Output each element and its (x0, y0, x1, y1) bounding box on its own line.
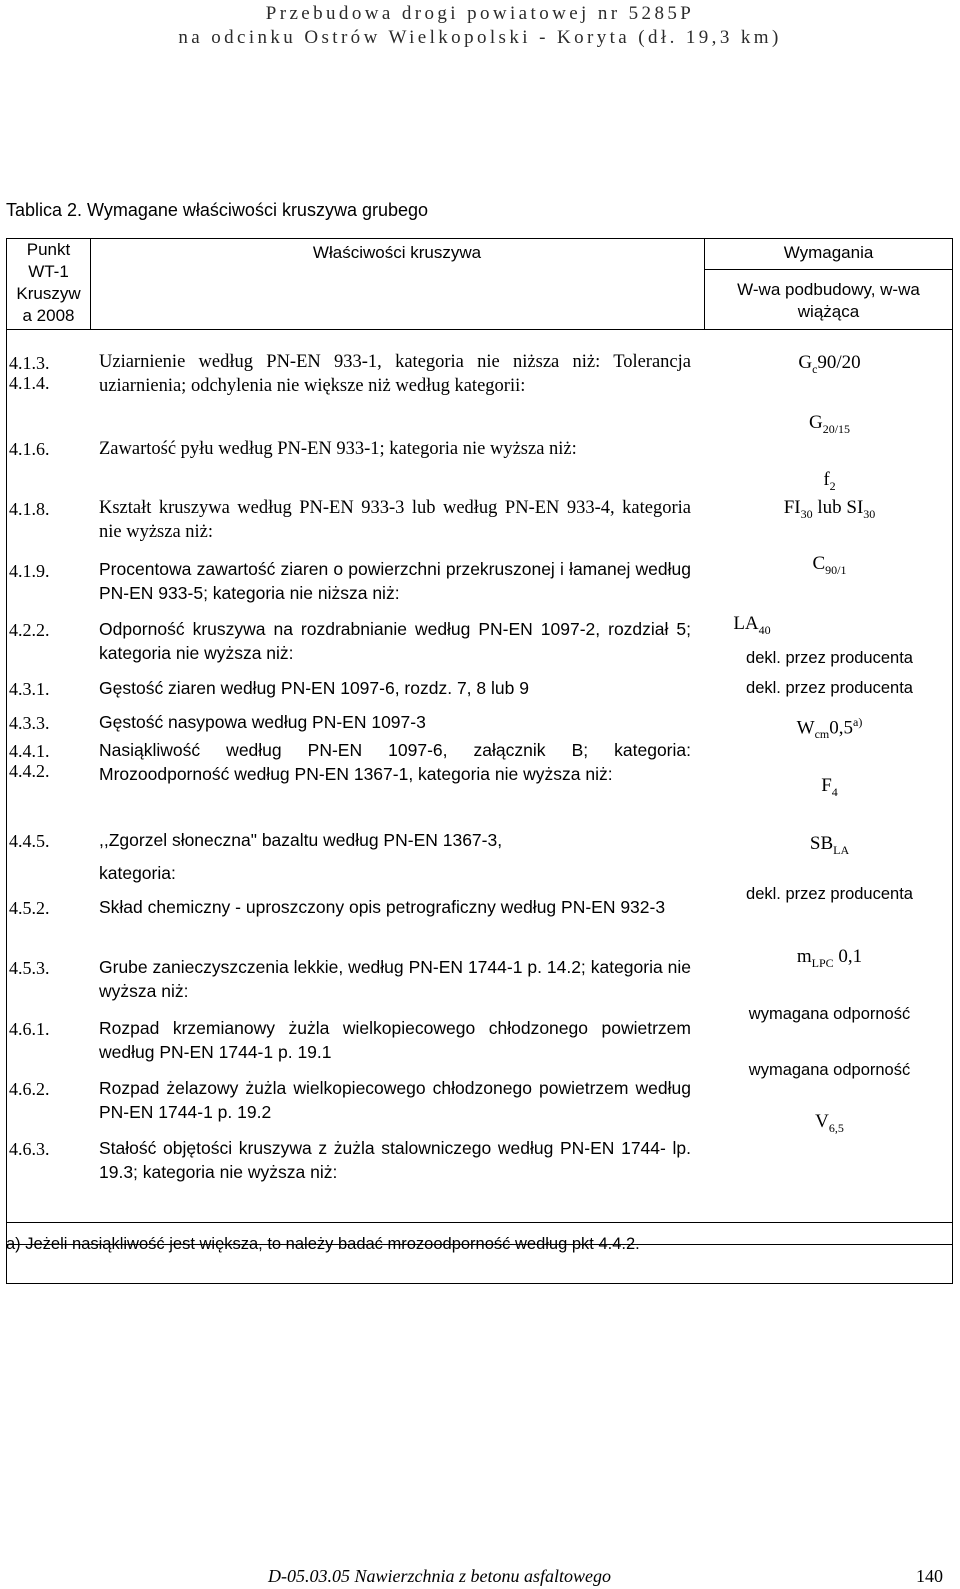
property-text: Grube zanieczyszczenia lekkie, według PN-EN 1744-1 p. 14.2; kategoria nie wyższa niż: (99, 957, 691, 1001)
req-mlpc: $m_{LPC}$ 0,1 (796, 946, 863, 970)
property-text: Gęstość nasypowa według PN-EN 1097-3 (99, 712, 426, 732)
row-number: 4.1.9. (9, 561, 50, 581)
req-f4: $F_4$ (821, 775, 838, 799)
row-number: 4.6.3. (9, 1139, 50, 1159)
property-text: Uziarnienie według PN-EN 933-1, kategoria nie niższa niż: Tolerancja uziarnienia; odchylenia nie większe niż według kategorii: (99, 352, 691, 396)
property-text: Stałość objętości kruszywa z żużla stalowniczego według PN-EN 1744- lp. 19.3; kategoria nie wyższa niż: (99, 1138, 691, 1182)
row-number: 4.3.1. (9, 679, 50, 699)
header-col-requirements-sub: W-wa podbudowy, w-wa wiążąca (737, 280, 920, 321)
table-caption: Tablica 2. Wymagane właściwości kruszywa grubego (6, 200, 429, 220)
property-text: Nasiąkliwość według PN-EN 1097-6, załącznik B; kategoria: Mrozoodporność według PN-EN 1367-1, kategoria nie wyższa niż: (99, 740, 691, 784)
property-text: Procentowa zawartość ziaren o powierzchni przekruszonej i łamanej według PN-EN 933-5; kategoria nie niższa niż: (99, 559, 691, 603)
req-wcm: $W_{cm}0,5^{a)}$ (796, 715, 863, 742)
row-number: 4.4.5. (9, 831, 50, 851)
page-header (0, 2, 960, 50)
row-number: 4.1.8. (9, 499, 50, 519)
header-line-2: na odcinku Ostrów Wielkopolski - Koryta (dł. 19,3 km) (178, 27, 782, 48)
req-dekl-2: dekl. przez producenta (746, 679, 913, 697)
row-number: 4.6.2. (9, 1079, 50, 1099)
header-sub-divider (704, 269, 952, 270)
req-sb: $SB_{LA}$ (809, 833, 850, 857)
requirements-table (6, 238, 953, 1245)
page-footer-title: D-05.03.05 Nawierzchnia z betonu asfaltowego (268, 1566, 611, 1586)
req-wym-2: wymagana odporność (748, 1061, 911, 1079)
req-f: $f_2$ (823, 469, 836, 493)
property-text: Kształt kruszywa według PN-EN 933-3 lub według PN-EN 933-4, kategoria nie wyższa niż: (99, 498, 691, 542)
header-line-1: Przebudowa drogi powiatowej nr 5285P (265, 3, 695, 24)
header-col-properties: Właściwości kruszywa (312, 243, 482, 262)
row-number: 4.5.3. (9, 958, 50, 978)
req-gc: $G_c90/20$ (798, 352, 861, 376)
header-bottom-divider (7, 329, 952, 330)
page-number: 140 (916, 1566, 943, 1586)
footnote: a) Jeżeli nasiąkliwość jest większa, to należy badać mrozoodporność według pkt 4.4.2. (6, 1235, 640, 1253)
row-number: 4.2.2. (9, 620, 50, 640)
header-col-point: Punkt WT-1 Kruszyw a 2008 (16, 240, 81, 325)
row-number: 4.3.3. (9, 713, 50, 733)
row-number: 4.1.3. 4.1.4. (9, 353, 50, 393)
req-dekl-1: dekl. przez producenta (746, 649, 913, 667)
row-number: 4.4.1. 4.4.2. (9, 741, 50, 781)
req-c: $C_{90/1}$ (812, 553, 847, 577)
property-text: ,,Zgorzel słoneczna" bazaltu według PN-EN 1367-3, (99, 830, 503, 850)
row-number: 4.5.2. (9, 898, 50, 918)
req-la: $LA_{40}$ (733, 613, 771, 637)
req-v: $V_{6,5}$ (815, 1111, 844, 1135)
req-fi: $FI_{30}$ lub $SI_{30}$ (783, 497, 876, 521)
property-text: kategoria: (99, 863, 176, 883)
req-g: $G_{20/15}$ (808, 412, 851, 436)
header-col-requirements: Wymagania (783, 243, 874, 262)
req-wym-1: wymagana odporność (748, 1005, 911, 1023)
row-number: 4.1.6. (9, 439, 50, 459)
row-number: 4.6.1. (9, 1019, 50, 1039)
req-dekl-3: dekl. przez producenta (746, 885, 913, 903)
property-text: Rozpad żelazowy żużla wielkopiecowego chłodzonego powietrzem według PN-EN 1744-1 p. 19.2 (99, 1078, 691, 1122)
property-text: Zawartość pyłu według PN-EN 933-1; kategoria nie wyższa niż: (99, 439, 577, 459)
property-text: Skład chemiczny - uproszczony opis petrograficzny według PN-EN 932-3 (99, 897, 666, 917)
property-text: Odporność kruszywa na rozdrabnianie według PN-EN 1097-2, rozdział 5; kategoria nie wyższa niż: (99, 619, 691, 663)
property-text: Gęstość ziaren według PN-EN 1097-6, rozdz. 7, 8 lub 9 (99, 678, 529, 698)
property-text: Rozpad krzemianowy żużla wielkopiecowego chłodzonego powietrzem według PN-EN 1744-1 p. 19.1 (99, 1018, 691, 1062)
